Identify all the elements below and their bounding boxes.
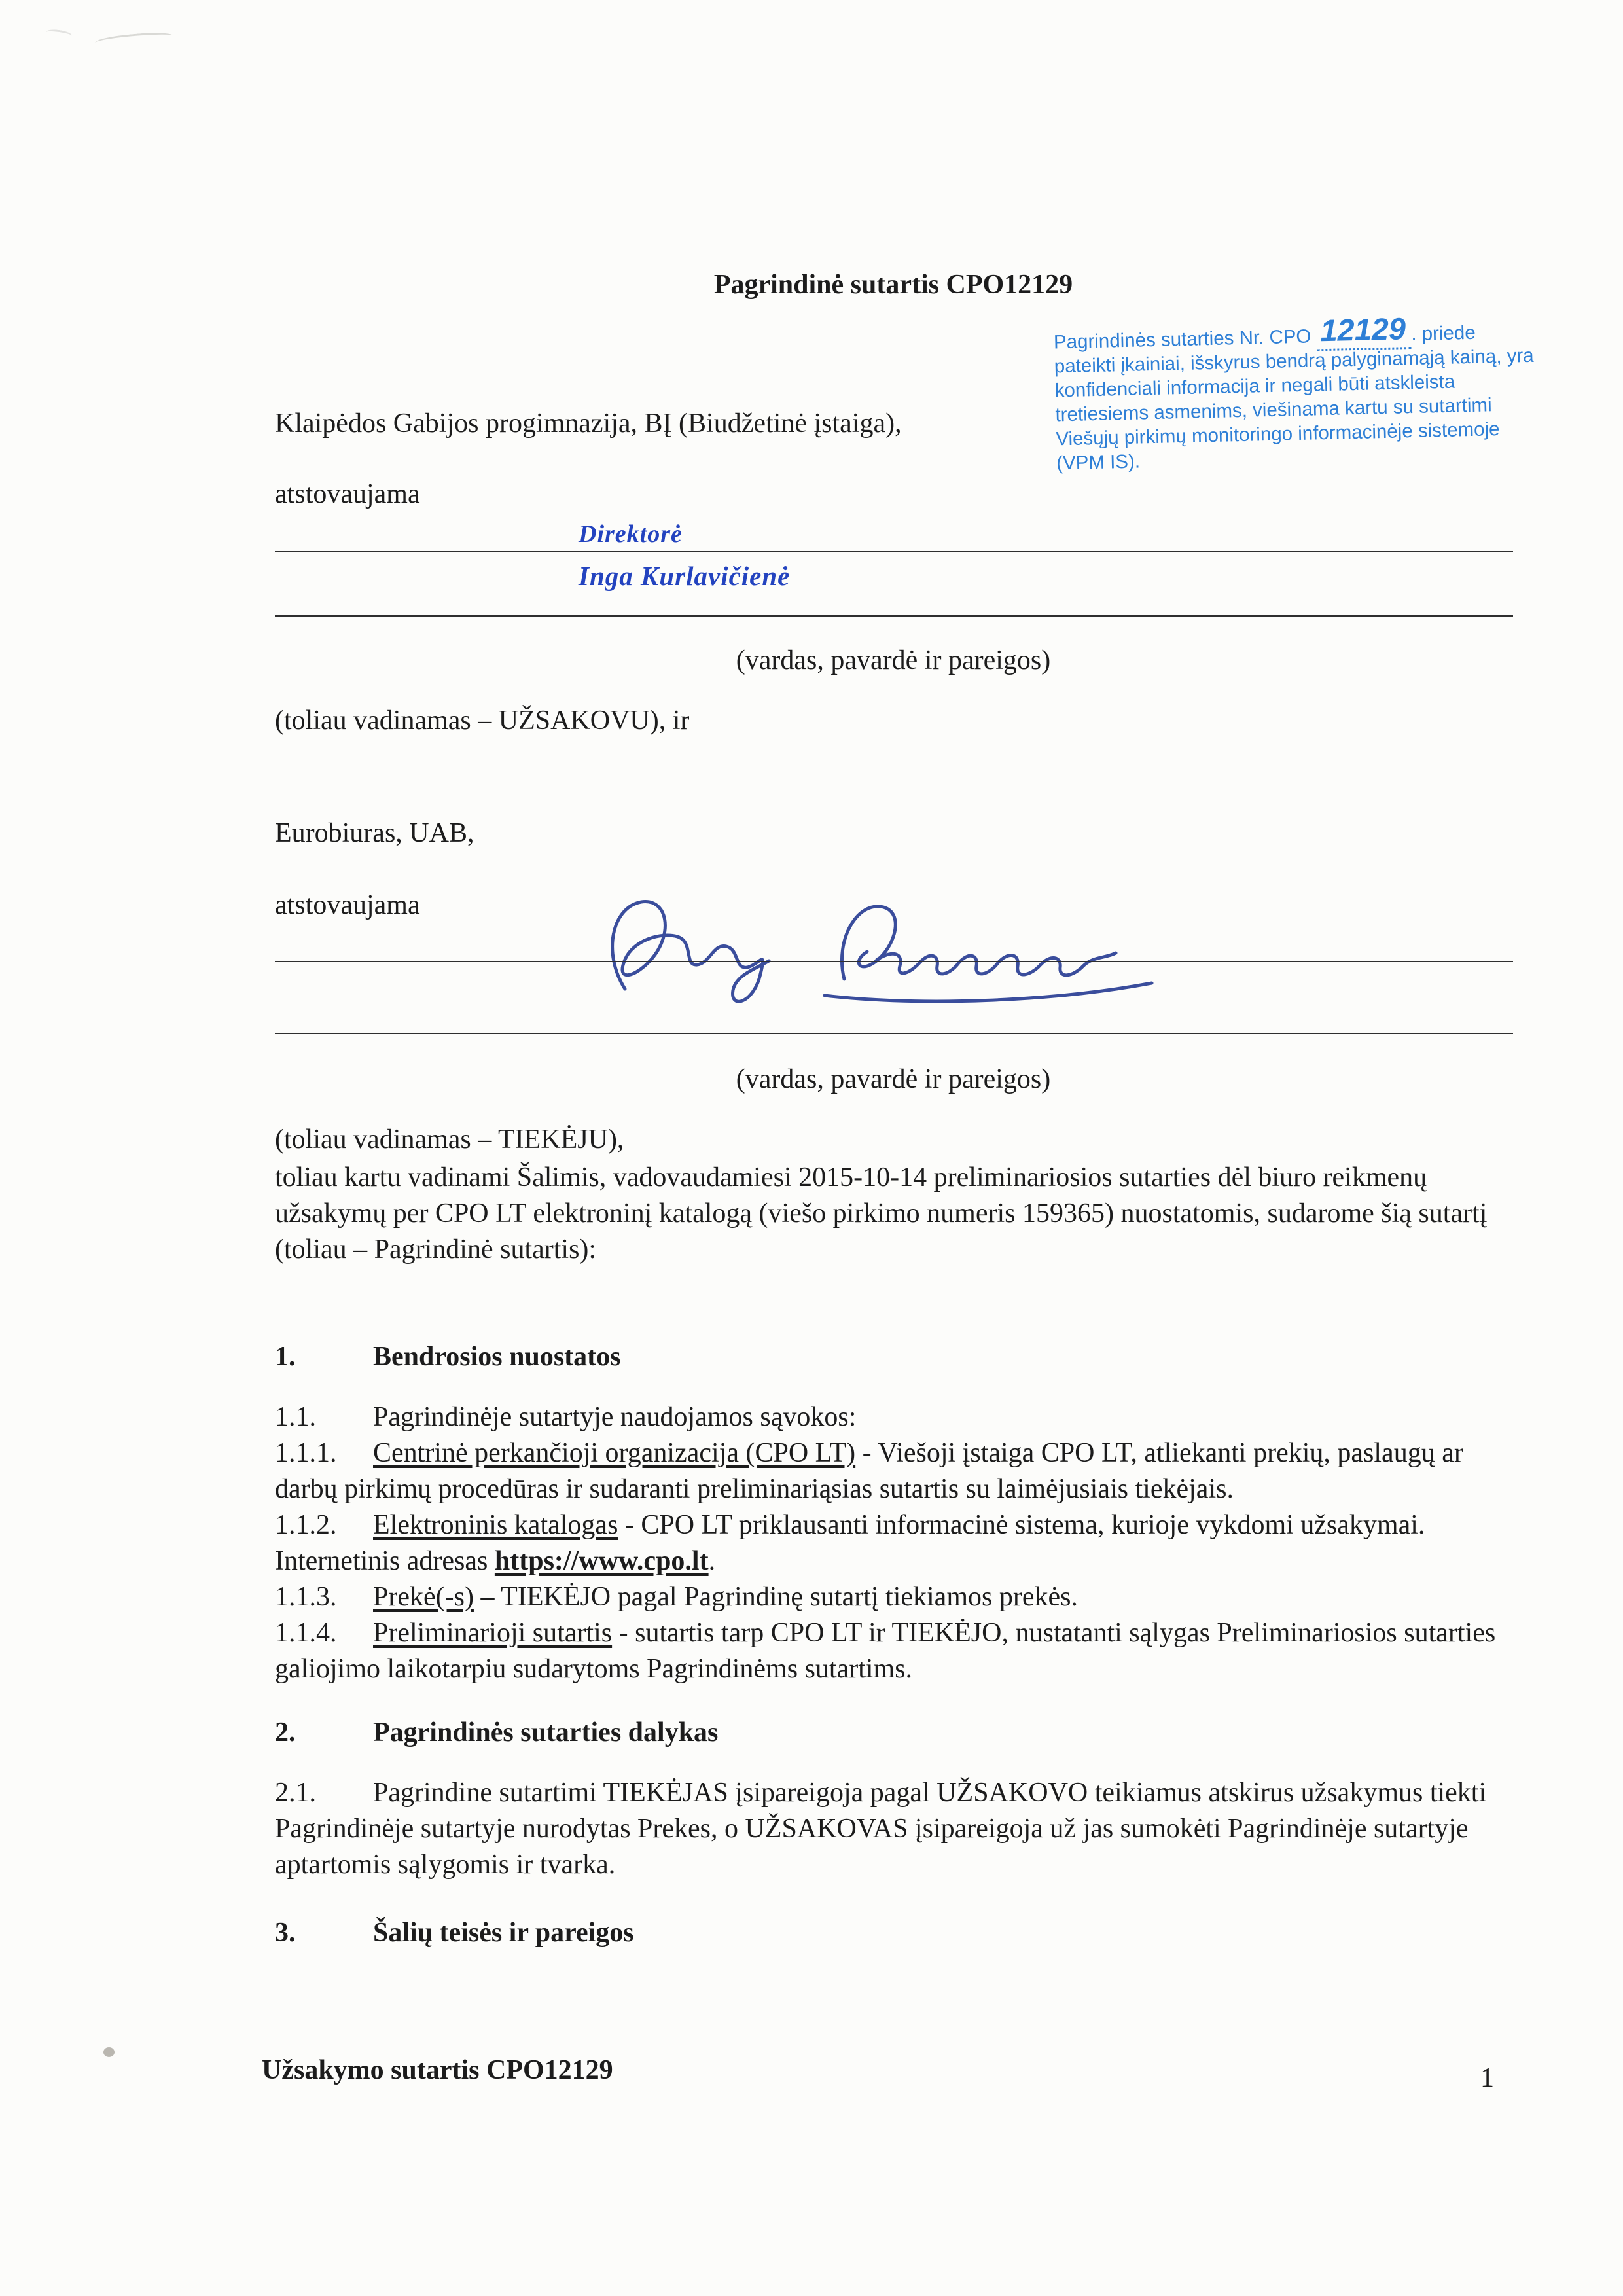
name-position-caption: (vardas, pavardė ir pareigos) [736, 1064, 1051, 1094]
clause-number: 1.1. [275, 1402, 316, 1432]
ruled-signature-line [275, 1033, 1513, 1034]
clause-2-1 [275, 1775, 1518, 1883]
confidentiality-stamp [1053, 311, 1543, 476]
defined-term: Centrinė perkančioji organizacija (CPO LT) [373, 1438, 856, 1468]
clause-1-1-4 [275, 1615, 1518, 1687]
document-title: Pagrindinė sutartis CPO12129 [713, 270, 1073, 300]
defined-term: Preliminarioji sutartis [373, 1618, 613, 1648]
cpo-url: https://www.cpo.lt [494, 1546, 709, 1576]
section-3-heading [275, 1915, 634, 1951]
supplier-signature-handwritten [563, 855, 1217, 1018]
supplier-alias: (toliau vadinamas – TIEKĖJU), [275, 1124, 624, 1155]
clause-text-tail: . [708, 1546, 716, 1576]
section-title: Šalių teisės ir pareigos [373, 1918, 634, 1948]
clause-text: – TIEKĖJO pagal Pagrindinę sutartį tiekiamos prekės. [473, 1582, 1078, 1612]
scan-artifact [103, 2047, 115, 2057]
buyer-represented-by-label: atstovaujama [275, 479, 420, 509]
section-1-clauses [275, 1399, 1518, 1687]
clause-text: - Viešoji įstaiga CPO LT, atliekanti prekių, paslaugų ar darbų pirkimų procedūras ir sudaranti preliminariąsias sutartis su laimėjusiais tiekėjais. [275, 1438, 1463, 1504]
supplier-name: Eurobiuras, UAB, [275, 818, 474, 848]
ruled-signature-line [275, 615, 1513, 617]
name-position-caption: (vardas, pavardė ir pareigos) [736, 645, 1051, 675]
ruled-signature-line [275, 551, 1513, 552]
section-2-heading [275, 1715, 718, 1751]
supplier-represented-by-label: atstovaujama [275, 890, 420, 920]
scan-artifact [45, 28, 72, 39]
clause-text: Pagrindinėje sutartyje naudojamos sąvokos: [373, 1402, 857, 1432]
page-number: 1 [1480, 2063, 1494, 2093]
stamp-contract-number-handwritten: 12129 [1316, 311, 1412, 351]
clause-1-1 [275, 1399, 1518, 1435]
defined-term: Prekė(-s) [373, 1582, 474, 1612]
buyer-signatory-name-handwritten: Inga Kurlavičienė [579, 561, 791, 591]
ruled-signature-line [275, 961, 1513, 962]
intro-paragraph: toliau kartu vadinami Šalimis, vadovaudamiesi 2015-10-14 preliminariosios sutarties dėl biuro reikmenų užsakymų per CPO LT elektroninį katalogą (viešo pirkimo numeris 159365) nuostatomis, sudarome šią sutartį (toliau – Pagrindinė sutartis): [275, 1162, 1488, 1265]
clause-1-1-1 [275, 1435, 1518, 1507]
clause-number: 2.1. [275, 1778, 316, 1808]
buyer-name: Klaipėdos Gabijos progimnazija, BĮ (Biudžetinė įstaiga), [275, 408, 902, 439]
section-number: 3. [275, 1918, 296, 1948]
buyer-alias: (toliau vadinamas – UŽSAKOVU), ir [275, 706, 690, 736]
scan-artifact [95, 31, 174, 48]
stamp-text-body: . priede pateikti įkainiai, išskyrus bendrą palyginamąją kainą, yra konfidenciali informacija ir negali būti atskleista tretiesiems asmenims, viešinama kartu su sutartimi Viešųjų pirkimų monitoringo informacinėje sistemoje (VPM IS). [1054, 321, 1534, 475]
clause-number: 1.1.4. [275, 1618, 337, 1648]
clause-1-1-3 [275, 1579, 1518, 1615]
section-number: 2. [275, 1717, 296, 1748]
clause-number: 1.1.2. [275, 1510, 337, 1540]
clause-text: - sutartis tarp CPO LT ir TIEKĖJO, nustatanti sąlygas Preliminariosios sutarties galiojimo laikotarpiu sudarytoms Pagrindinėms sutartims. [275, 1618, 1496, 1684]
section-number: 1. [275, 1342, 296, 1372]
clause-text: Pagrindine sutartimi TIEKĖJAS įsipareigoja pagal UŽSAKOVO teikiamus atskirus užsakymus tiekti Pagrindinėje sutartyje nurodytas Prekes, o UŽSAKOVAS įsipareigoja už jas sumokėti Pagrindinėje sutartyje aptartomis sąlygomis ir tvarka. [275, 1778, 1487, 1880]
clause-1-1-2 [275, 1507, 1518, 1579]
section-1-heading [275, 1339, 621, 1375]
clause-number: 1.1.1. [275, 1438, 337, 1468]
clause-text: - CPO LT priklausanti informacinė sistema, kurioje vykdomi užsakymai. Internetinis adresas [275, 1510, 1425, 1576]
defined-term: Elektroninis katalogas [373, 1510, 618, 1540]
section-title: Pagrindinės sutarties dalykas [373, 1717, 719, 1748]
stamp-text-prefix: Pagrindinės sutarties Nr. CPO [1053, 325, 1317, 353]
footer-doc-ref: Užsakymo sutartis CPO12129 [262, 2055, 613, 2085]
clause-number: 1.1.3. [275, 1582, 337, 1612]
section-title: Bendrosios nuostatos [373, 1342, 621, 1372]
section-2-clauses [275, 1775, 1518, 1883]
buyer-signatory-title-handwritten: Direktorė [579, 520, 683, 548]
